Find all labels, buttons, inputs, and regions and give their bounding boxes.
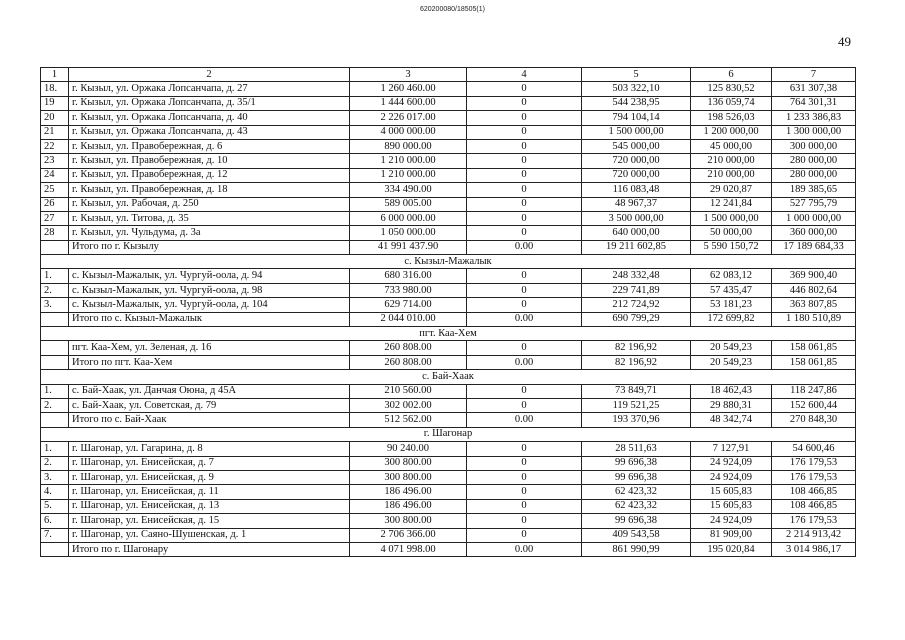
address-cell: г. Кызыл, ул. Чульдума, д. 3а [69, 226, 350, 240]
row-number-cell: 24 [41, 168, 69, 182]
row-number-cell [41, 240, 69, 254]
header-cell: 1 [41, 68, 69, 82]
col5-value-cell: 116 083,48 [582, 183, 691, 197]
col5-value-cell: 861 990,99 [582, 542, 691, 556]
address-cell: г. Кызыл, ул. Оржака Лопсанчапа, д. 43 [69, 125, 350, 139]
address-cell: г. Кызыл, ул. Титова, д. 35 [69, 211, 350, 225]
row-number-cell: 26 [41, 197, 69, 211]
col6-value-cell: 195 020,84 [691, 542, 772, 556]
col3-value-cell: 1 444 600.00 [350, 96, 467, 110]
col6-value-cell: 7 127,91 [691, 442, 772, 456]
col6-value-cell: 24 924,09 [691, 514, 772, 528]
row-number-cell: 1. [41, 442, 69, 456]
col3-value-cell: 302 002.00 [350, 398, 467, 412]
col6-value-cell: 57 435,47 [691, 283, 772, 297]
col4-value-cell: 0 [467, 514, 582, 528]
col4-value-cell: 0 [467, 139, 582, 153]
col5-value-cell: 19 211 602,85 [582, 240, 691, 254]
table-row [41, 341, 856, 355]
col7-value-cell: 527 795,79 [772, 197, 856, 211]
row-number-cell [41, 341, 69, 355]
row-number-cell: 19 [41, 96, 69, 110]
table-row [41, 211, 856, 225]
table-row [41, 96, 856, 110]
col5-value-cell: 62 423,32 [582, 499, 691, 513]
address-cell: г. Кызыл, ул. Оржака Лопсанчапа, д. 27 [69, 82, 350, 96]
col3-value-cell: 300 800.00 [350, 514, 467, 528]
col4-value-cell: 0 [467, 111, 582, 125]
row-number-cell: 4. [41, 485, 69, 499]
col4-value-cell: 0 [467, 154, 582, 168]
row-number-cell: 27 [41, 211, 69, 225]
col5-value-cell: 73 849,71 [582, 384, 691, 398]
section-title: с. Кызыл-Мажалык [41, 255, 856, 269]
row-number-cell: 3. [41, 298, 69, 312]
col5-value-cell: 690 799,29 [582, 312, 691, 326]
col6-value-cell: 48 342,74 [691, 413, 772, 427]
total-row [41, 240, 856, 254]
col6-value-cell: 172 699,82 [691, 312, 772, 326]
address-cell: г. Кызыл, ул. Правобережная, д. 6 [69, 139, 350, 153]
row-number-cell: 18. [41, 82, 69, 96]
col5-value-cell: 503 322,10 [582, 82, 691, 96]
col6-value-cell: 210 000,00 [691, 154, 772, 168]
col3-value-cell: 186 496.00 [350, 485, 467, 499]
col7-value-cell: 17 189 684,33 [772, 240, 856, 254]
total-row [41, 355, 856, 369]
col3-value-cell: 1 210 000.00 [350, 154, 467, 168]
table-body [41, 68, 856, 557]
col6-value-cell: 210 000,00 [691, 168, 772, 182]
col5-value-cell: 99 696,38 [582, 514, 691, 528]
section-header-row [41, 370, 856, 384]
col3-value-cell: 890 000.00 [350, 139, 467, 153]
col3-value-cell: 260 808.00 [350, 341, 467, 355]
col4-value-cell: 0 [467, 96, 582, 110]
row-number-cell: 1. [41, 384, 69, 398]
col6-value-cell: 45 000,00 [691, 139, 772, 153]
section-title: г. Шагонар [41, 427, 856, 441]
address-cell: с. Бай-Хаак, ул. Данчая Оюна, д 45А [69, 384, 350, 398]
row-number-cell: 7. [41, 528, 69, 542]
address-cell: Итого по с. Бай-Хаак [69, 413, 350, 427]
table-row [41, 283, 856, 297]
table-row [41, 398, 856, 412]
table-row [41, 82, 856, 96]
col3-value-cell: 90 240.00 [350, 442, 467, 456]
col6-value-cell: 12 241,84 [691, 197, 772, 211]
col7-value-cell: 1 300 000,00 [772, 125, 856, 139]
address-cell: с. Кызыл-Мажалык, ул. Чургуй-оола, д. 98 [69, 283, 350, 297]
col7-value-cell: 631 307,38 [772, 82, 856, 96]
col3-value-cell: 4 000 000.00 [350, 125, 467, 139]
col7-value-cell: 176 179,53 [772, 456, 856, 470]
col5-value-cell: 248 332,48 [582, 269, 691, 283]
row-number-cell: 28 [41, 226, 69, 240]
col4-value-cell: 0 [467, 499, 582, 513]
table-row [41, 269, 856, 283]
col7-value-cell: 158 061,85 [772, 355, 856, 369]
col3-value-cell: 210 560.00 [350, 384, 467, 398]
address-cell: с. Кызыл-Мажалык, ул. Чургуй-оола, д. 104 [69, 298, 350, 312]
col4-value-cell: 0.00 [467, 542, 582, 556]
report-table [40, 67, 856, 557]
total-row [41, 542, 856, 556]
header-cell: 2 [69, 68, 350, 82]
section-header-row [41, 255, 856, 269]
col4-value-cell: 0 [467, 341, 582, 355]
col4-value-cell: 0 [467, 82, 582, 96]
col6-value-cell: 5 590 150,72 [691, 240, 772, 254]
address-cell: г. Кызыл, ул. Оржака Лопсанчапа, д. 35/1 [69, 96, 350, 110]
col4-value-cell: 0 [467, 211, 582, 225]
row-number-cell: 22 [41, 139, 69, 153]
col4-value-cell: 0 [467, 226, 582, 240]
col5-value-cell: 720 000,00 [582, 168, 691, 182]
table-row [41, 456, 856, 470]
col7-value-cell: 158 061,85 [772, 341, 856, 355]
col6-value-cell: 125 830,52 [691, 82, 772, 96]
col3-value-cell: 680 316.00 [350, 269, 467, 283]
table-row [41, 442, 856, 456]
address-cell: г. Кызыл, ул. Рабочая, д. 250 [69, 197, 350, 211]
col5-value-cell: 229 741,89 [582, 283, 691, 297]
table-row [41, 499, 856, 513]
row-number-cell: 6. [41, 514, 69, 528]
col7-value-cell: 54 600,46 [772, 442, 856, 456]
col6-value-cell: 53 181,23 [691, 298, 772, 312]
col4-value-cell: 0 [467, 528, 582, 542]
col3-value-cell: 260 808.00 [350, 355, 467, 369]
report-table-container [40, 67, 855, 557]
col3-value-cell: 334 490.00 [350, 183, 467, 197]
table-row [41, 226, 856, 240]
col6-value-cell: 15 605,83 [691, 485, 772, 499]
table-row [41, 111, 856, 125]
address-cell: г. Шагонар, ул. Гагарина, д. 8 [69, 442, 350, 456]
col5-value-cell: 545 000,00 [582, 139, 691, 153]
col3-value-cell: 300 800.00 [350, 456, 467, 470]
address-cell: Итого по с. Кызыл-Мажалык [69, 312, 350, 326]
row-number-cell: 2. [41, 398, 69, 412]
col7-value-cell: 1 180 510,89 [772, 312, 856, 326]
col3-value-cell: 629 714.00 [350, 298, 467, 312]
col5-value-cell: 82 196,92 [582, 355, 691, 369]
col4-value-cell: 0 [467, 298, 582, 312]
col5-value-cell: 28 511,63 [582, 442, 691, 456]
col3-value-cell: 1 050 000.00 [350, 226, 467, 240]
header-cell: 4 [467, 68, 582, 82]
col3-value-cell: 1 210 000.00 [350, 168, 467, 182]
address-cell: г. Шагонар, ул. Енисейская, д. 7 [69, 456, 350, 470]
col3-value-cell: 2 706 366.00 [350, 528, 467, 542]
address-cell: г. Шагонар, ул. Енисейская, д. 11 [69, 485, 350, 499]
section-header-row [41, 327, 856, 341]
col6-value-cell: 62 083,12 [691, 269, 772, 283]
col3-value-cell: 6 000 000.00 [350, 211, 467, 225]
address-cell: г. Кызыл, ул. Правобережная, д. 12 [69, 168, 350, 182]
col6-value-cell: 24 924,09 [691, 456, 772, 470]
col7-value-cell: 176 179,53 [772, 470, 856, 484]
col6-value-cell: 20 549,23 [691, 341, 772, 355]
col5-value-cell: 544 238,95 [582, 96, 691, 110]
col6-value-cell: 1 200 000,00 [691, 125, 772, 139]
total-row [41, 312, 856, 326]
col3-value-cell: 589 005.00 [350, 197, 467, 211]
address-cell: с. Бай-Хаак, ул. Советская, д. 79 [69, 398, 350, 412]
col4-value-cell: 0 [467, 485, 582, 499]
col3-value-cell: 1 260 460.00 [350, 82, 467, 96]
col4-value-cell: 0.00 [467, 312, 582, 326]
col4-value-cell: 0 [467, 470, 582, 484]
row-number-cell [41, 413, 69, 427]
col4-value-cell: 0 [467, 125, 582, 139]
table-row [41, 183, 856, 197]
col7-value-cell: 446 802,64 [772, 283, 856, 297]
col4-value-cell: 0 [467, 442, 582, 456]
col4-value-cell: 0.00 [467, 413, 582, 427]
col5-value-cell: 794 104,14 [582, 111, 691, 125]
address-cell: г. Кызыл, ул. Правобережная, д. 18 [69, 183, 350, 197]
row-number-cell [41, 542, 69, 556]
table-row [41, 168, 856, 182]
col4-value-cell: 0 [467, 168, 582, 182]
total-row [41, 413, 856, 427]
col5-value-cell: 640 000,00 [582, 226, 691, 240]
address-cell: пгт. Каа-Хем, ул. Зеленая, д. 16 [69, 341, 350, 355]
row-number-cell: 3. [41, 470, 69, 484]
col3-value-cell: 2 044 010.00 [350, 312, 467, 326]
table-row [41, 139, 856, 153]
col3-value-cell: 2 226 017.00 [350, 111, 467, 125]
table-row [41, 384, 856, 398]
col7-value-cell: 369 900,40 [772, 269, 856, 283]
section-title: пгт. Каа-Хем [41, 327, 856, 341]
col3-value-cell: 186 496.00 [350, 499, 467, 513]
col7-value-cell: 360 000,00 [772, 226, 856, 240]
page-number: 49 [838, 34, 851, 49]
col7-value-cell: 300 000,00 [772, 139, 856, 153]
col5-value-cell: 3 500 000,00 [582, 211, 691, 225]
col6-value-cell: 81 909,00 [691, 528, 772, 542]
col5-value-cell: 82 196,92 [582, 341, 691, 355]
col4-value-cell: 0 [467, 384, 582, 398]
col7-value-cell: 764 301,31 [772, 96, 856, 110]
address-cell: Итого по г. Кызылу [69, 240, 350, 254]
col7-value-cell: 363 807,85 [772, 298, 856, 312]
col6-value-cell: 50 000,00 [691, 226, 772, 240]
col4-value-cell: 0 [467, 398, 582, 412]
table-row [41, 125, 856, 139]
col6-value-cell: 29 020,87 [691, 183, 772, 197]
col4-value-cell: 0 [467, 269, 582, 283]
col7-value-cell: 280 000,00 [772, 154, 856, 168]
col7-value-cell: 108 466,85 [772, 485, 856, 499]
col6-value-cell: 20 549,23 [691, 355, 772, 369]
col4-value-cell: 0 [467, 197, 582, 211]
table-row [41, 154, 856, 168]
col5-value-cell: 99 696,38 [582, 470, 691, 484]
col7-value-cell: 108 466,85 [772, 499, 856, 513]
col4-value-cell: 0.00 [467, 240, 582, 254]
address-cell: Итого по г. Шагонару [69, 542, 350, 556]
col7-value-cell: 1 000 000,00 [772, 211, 856, 225]
col7-value-cell: 152 600,44 [772, 398, 856, 412]
address-cell: г. Шагонар, ул. Саяно-Шушенская, д. 1 [69, 528, 350, 542]
col6-value-cell: 1 500 000,00 [691, 211, 772, 225]
col5-value-cell: 409 543,58 [582, 528, 691, 542]
col7-value-cell: 2 214 913,42 [772, 528, 856, 542]
col7-value-cell: 118 247,86 [772, 384, 856, 398]
col5-value-cell: 48 967,37 [582, 197, 691, 211]
col4-value-cell: 0 [467, 456, 582, 470]
col7-value-cell: 176 179,53 [772, 514, 856, 528]
col7-value-cell: 189 385,65 [772, 183, 856, 197]
col7-value-cell: 280 000,00 [772, 168, 856, 182]
col5-value-cell: 720 000,00 [582, 154, 691, 168]
address-cell: с. Кызыл-Мажалык, ул. Чургуй-оола, д. 94 [69, 269, 350, 283]
row-number-cell: 5. [41, 499, 69, 513]
row-number-cell: 2. [41, 283, 69, 297]
address-cell: г. Шагонар, ул. Енисейская, д. 15 [69, 514, 350, 528]
header-cell: 3 [350, 68, 467, 82]
table-row [41, 528, 856, 542]
col6-value-cell: 18 462,43 [691, 384, 772, 398]
document-code: 620200080/18505(1) [419, 6, 485, 13]
col6-value-cell: 198 526,03 [691, 111, 772, 125]
row-number-cell: 2. [41, 456, 69, 470]
col3-value-cell: 4 071 998.00 [350, 542, 467, 556]
col4-value-cell: 0 [467, 283, 582, 297]
address-cell: г. Шагонар, ул. Енисейская, д. 9 [69, 470, 350, 484]
col6-value-cell: 15 605,83 [691, 499, 772, 513]
table-row [41, 470, 856, 484]
col6-value-cell: 24 924,09 [691, 470, 772, 484]
table-row [41, 485, 856, 499]
section-title: с. Бай-Хаак [41, 370, 856, 384]
col5-value-cell: 99 696,38 [582, 456, 691, 470]
col5-value-cell: 193 370,96 [582, 413, 691, 427]
address-cell: г. Кызыл, ул. Оржака Лопсанчапа, д. 40 [69, 111, 350, 125]
header-cell: 6 [691, 68, 772, 82]
col3-value-cell: 300 800.00 [350, 470, 467, 484]
row-number-cell: 1. [41, 269, 69, 283]
col6-value-cell: 136 059,74 [691, 96, 772, 110]
row-number-cell: 25 [41, 183, 69, 197]
table-row [41, 197, 856, 211]
col7-value-cell: 1 233 386,83 [772, 111, 856, 125]
col7-value-cell: 270 848,30 [772, 413, 856, 427]
col5-value-cell: 1 500 000,00 [582, 125, 691, 139]
row-number-cell: 20 [41, 111, 69, 125]
col7-value-cell: 3 014 986,17 [772, 542, 856, 556]
column-number-row [41, 68, 856, 82]
col3-value-cell: 41 991 437.90 [350, 240, 467, 254]
col5-value-cell: 62 423,32 [582, 485, 691, 499]
address-cell: г. Шагонар, ул. Енисейская, д. 13 [69, 499, 350, 513]
row-number-cell [41, 312, 69, 326]
row-number-cell [41, 355, 69, 369]
address-cell: г. Кызыл, ул. Правобережная, д. 10 [69, 154, 350, 168]
col4-value-cell: 0.00 [467, 355, 582, 369]
col4-value-cell: 0 [467, 183, 582, 197]
table-row [41, 514, 856, 528]
header-cell: 5 [582, 68, 691, 82]
col6-value-cell: 29 880,31 [691, 398, 772, 412]
col5-value-cell: 212 724,92 [582, 298, 691, 312]
section-header-row [41, 427, 856, 441]
row-number-cell: 21 [41, 125, 69, 139]
address-cell: Итого по пгт. Каа-Хем [69, 355, 350, 369]
row-number-cell: 23 [41, 154, 69, 168]
col3-value-cell: 733 980.00 [350, 283, 467, 297]
table-row [41, 298, 856, 312]
col3-value-cell: 512 562.00 [350, 413, 467, 427]
col5-value-cell: 119 521,25 [582, 398, 691, 412]
header-cell: 7 [772, 68, 856, 82]
